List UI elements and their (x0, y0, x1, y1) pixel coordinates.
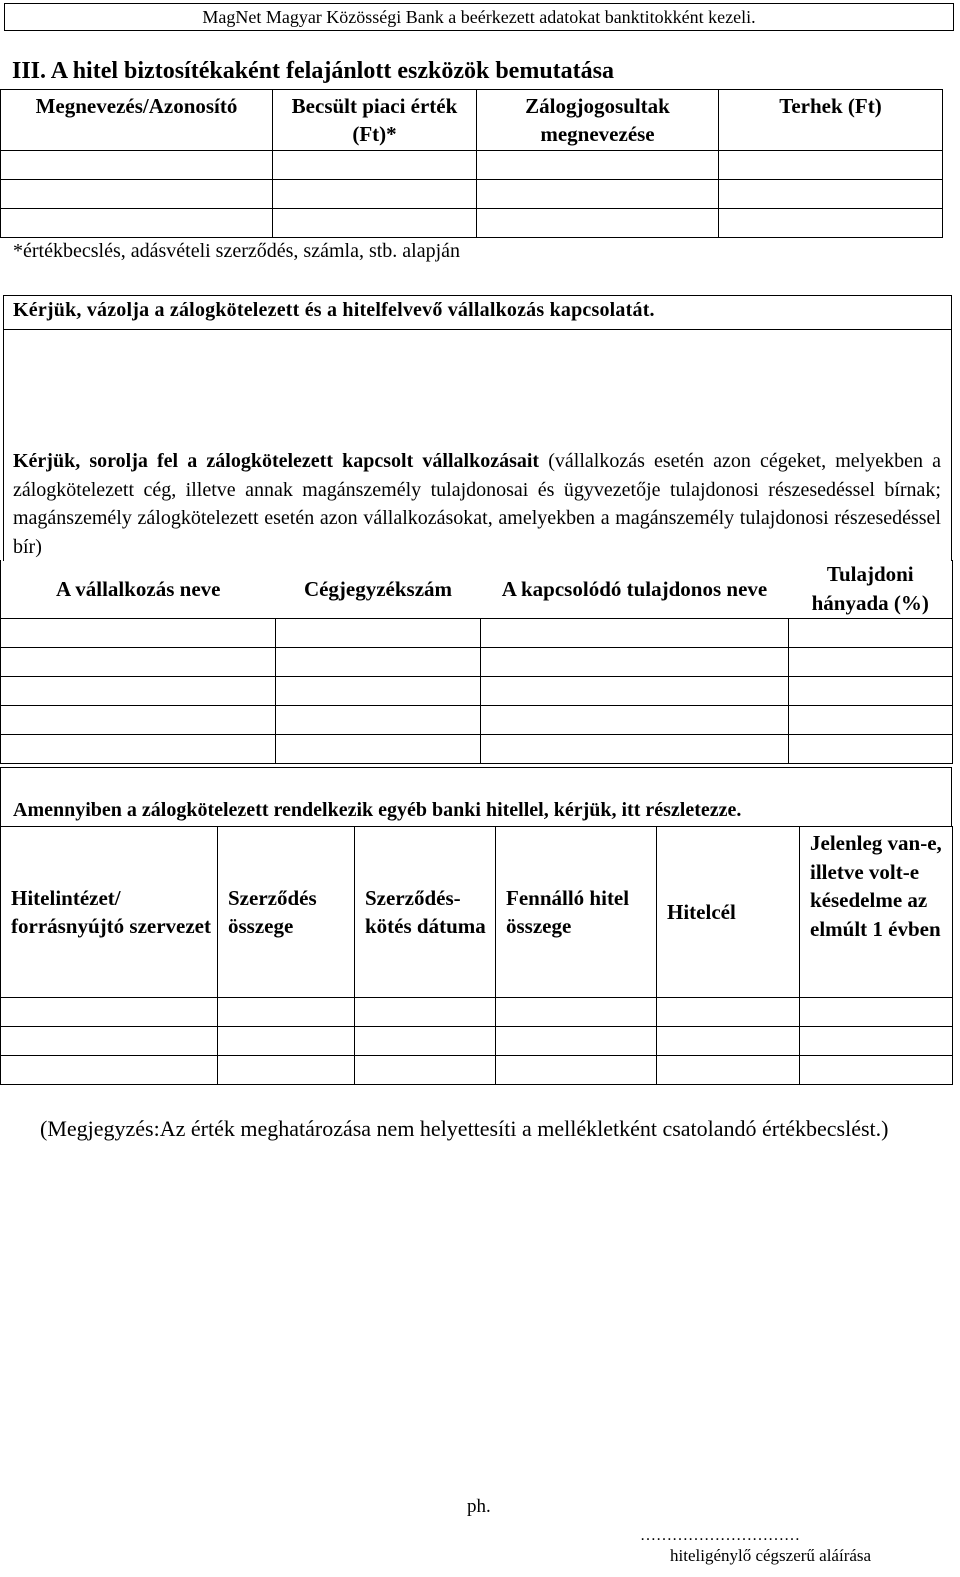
stamp-placeholder: ph. (467, 1496, 491, 1517)
table-row (1, 151, 943, 180)
table-row (1, 735, 953, 764)
col-header-loan-purpose: Hitelcél (657, 827, 800, 998)
table-row (1, 998, 953, 1027)
input-cell[interactable] (800, 1027, 953, 1056)
input-cell[interactable] (496, 1027, 657, 1056)
input-cell[interactable] (276, 735, 481, 764)
signature-label: hiteligénylő cégszerű aláírása (670, 1546, 872, 1565)
input-cell[interactable] (218, 1056, 355, 1085)
input-cell[interactable] (1, 735, 276, 764)
input-cell[interactable] (481, 677, 789, 706)
table-row (1, 677, 953, 706)
table-row (1, 706, 953, 735)
input-cell[interactable] (276, 619, 481, 648)
col-header-contract-date: Szerződés-kötés dátuma (355, 827, 496, 998)
table-row (1, 619, 953, 648)
input-cell[interactable] (273, 209, 477, 238)
input-cell[interactable] (355, 1056, 496, 1085)
input-cell[interactable] (1, 1056, 218, 1085)
related-companies-instructions (13, 447, 941, 561)
relationship-question: Kérjük, vázolja a zálogkötelezett és a hitelfelvevő vállalkozás kapcsolatát. (13, 299, 655, 321)
input-cell[interactable] (789, 648, 953, 677)
remark-note: (Megjegyzés:Az érték meghatározása nem helyettesíti a mellékletként csatolandó értékbecslést.) (40, 1116, 889, 1141)
input-cell[interactable] (218, 1027, 355, 1056)
other-loans-box (0, 767, 952, 827)
input-cell[interactable] (273, 180, 477, 209)
input-cell[interactable] (276, 706, 481, 735)
input-cell[interactable] (1, 1027, 218, 1056)
input-cell[interactable] (800, 1056, 953, 1085)
input-cell[interactable] (218, 998, 355, 1027)
input-cell[interactable] (657, 1027, 800, 1056)
valuation-footnote: *értékbecslés, adásvételi szerződés, számla, stb. alapján (13, 240, 461, 262)
input-cell[interactable] (1, 619, 276, 648)
table-row (1, 1027, 953, 1056)
input-cell[interactable] (789, 706, 953, 735)
input-cell[interactable] (789, 735, 953, 764)
input-cell[interactable] (496, 1056, 657, 1085)
input-cell[interactable] (789, 677, 953, 706)
input-cell[interactable] (481, 706, 789, 735)
input-cell[interactable] (1, 648, 276, 677)
section-title: III. A hitel biztosítékaként felajánlott eszközök bemutatása (12, 58, 614, 84)
col-header-owner-name: A kapcsolódó tulajdonos neve (501, 576, 768, 601)
input-cell[interactable] (1, 677, 276, 706)
input-cell[interactable] (719, 180, 943, 209)
input-cell[interactable] (1, 706, 276, 735)
input-cell[interactable] (1, 998, 218, 1027)
col-header-lender: Hitelintézet/ forrásnyújtó szervezet (1, 827, 218, 998)
instructions-text: (vállalkozás esetén azon cégeket, melyekben a zálogkötelezett cég, illetve annak magánszemély tulajdonosai és ügyvezetője tulajdonosi részesedéssel bírnak; magánszemély zálogkötelezett esetén azon vállalkozásokat, amelyekben a magánszemély tulajdonosi részesedéssel bír) (13, 450, 941, 558)
confidentiality-banner: MagNet Magyar Közösségi Bank a beérkezett adatokat banktitokként kezeli. (4, 3, 954, 31)
divider (4, 329, 951, 330)
table-row (1, 209, 943, 238)
col-header-market-value: Becsült piaci érték (Ft)* (273, 90, 477, 151)
other-loans-table (0, 826, 953, 1085)
input-cell[interactable] (1, 151, 273, 180)
col-header-lienholders: Zálogjogosultak megnevezése (477, 90, 719, 151)
input-cell[interactable] (1, 180, 273, 209)
related-companies-table (0, 560, 953, 764)
collateral-header-row (1, 90, 943, 151)
col-header-delinquency: Jelenleg van-e, illetve volt-e késedelme az elmúlt 1 évben (800, 827, 953, 998)
input-cell[interactable] (276, 648, 481, 677)
input-cell[interactable] (477, 180, 719, 209)
input-cell[interactable] (496, 998, 657, 1027)
input-cell[interactable] (719, 209, 943, 238)
table-row (1, 1056, 953, 1085)
input-cell[interactable] (481, 735, 789, 764)
input-cell[interactable] (273, 151, 477, 180)
input-cell[interactable] (477, 151, 719, 180)
input-cell[interactable] (719, 151, 943, 180)
col-header-registration-number: Cégjegyzékszám (303, 576, 453, 601)
col-header-contract-amount: Szerződés összege (218, 827, 355, 998)
table-row (1, 180, 943, 209)
related-header-row (1, 560, 953, 619)
input-cell[interactable] (1, 209, 273, 238)
signature-line: ………………………… (640, 1527, 800, 1544)
col-header-company-name: A vállalkozás neve (1, 560, 276, 619)
table-row (1, 648, 953, 677)
col-header-outstanding-amount: Fennálló hitel összege (496, 827, 657, 998)
other-loans-question: Amennyiben a zálogkötelezett rendelkezik egyéb banki hitellel, kérjük, itt részletezze. (13, 799, 742, 821)
input-cell[interactable] (657, 1056, 800, 1085)
input-cell[interactable] (276, 677, 481, 706)
collateral-table (0, 89, 943, 238)
col-header-ownership-share: Tulajdoni hányada (%) (789, 560, 953, 619)
input-cell[interactable] (481, 619, 789, 648)
input-cell[interactable] (789, 619, 953, 648)
col-header-encumbrances: Terhek (Ft) (719, 90, 943, 151)
col-header-identifier: Megnevezés/Azonosító (1, 90, 273, 151)
input-cell[interactable] (481, 648, 789, 677)
loans-header-row (1, 827, 953, 998)
input-cell[interactable] (477, 209, 719, 238)
input-cell[interactable] (800, 998, 953, 1027)
instructions-bold: Kérjük, sorolja fel a zálogkötelezett kapcsolt vállalkozásait (13, 450, 540, 472)
input-cell[interactable] (355, 998, 496, 1027)
relationship-box (3, 295, 952, 561)
input-cell[interactable] (355, 1027, 496, 1056)
input-cell[interactable] (657, 998, 800, 1027)
